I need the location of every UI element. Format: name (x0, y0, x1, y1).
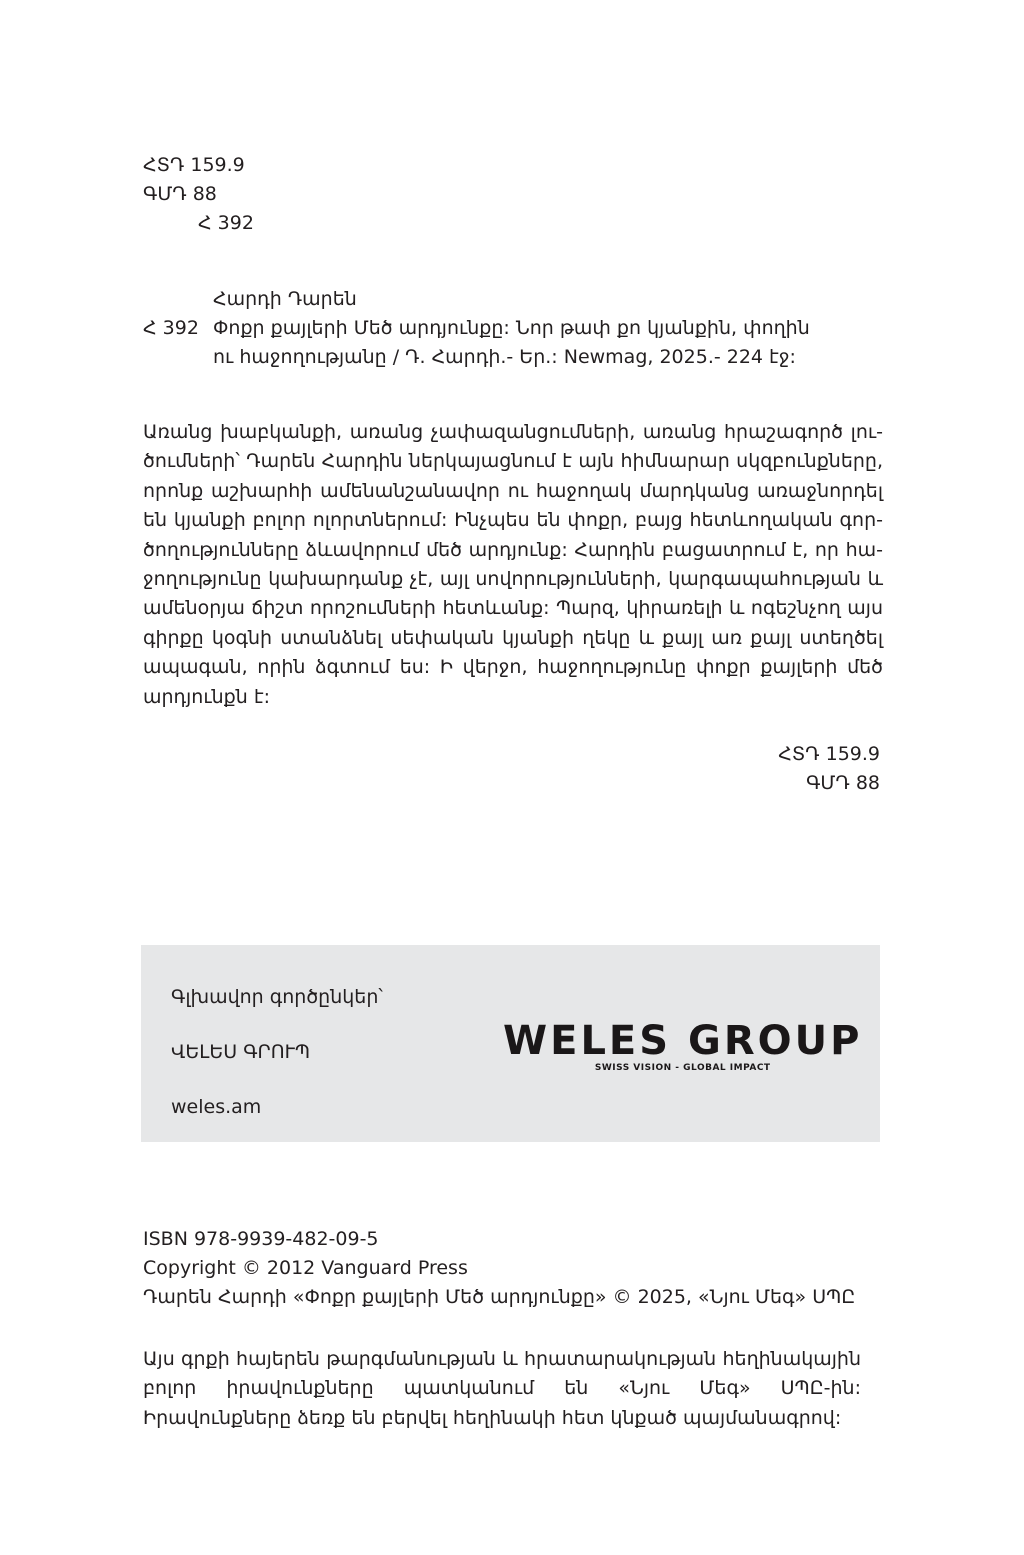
partner-label: Գլխավոր գործընկեր՝ (171, 986, 383, 1008)
isbn: ISBN 978-9939-482-09-5 (143, 1228, 379, 1250)
partner-box (141, 945, 880, 1142)
udc-code-bottom: ՀՏԴ 159.9 (778, 743, 880, 765)
imprint (143, 1225, 855, 1312)
rights-notice: Այս գրքի հայերեն թարգմանության և հրատարակության հեղինակային բոլոր իրավունքները պատկանում են «Նյու Մեգ» ՍՊԸ-ին: Իրավունքները ձեռք են բերվել հեղինակի հետ կնքած պայմանագրով: (143, 1348, 861, 1429)
copyright-translation: Դարեն Հարդի «Փոքր քայլերի Մեծ արդյունքը» © 2025, «Նյու Մեգ» ՍՊԸ (143, 1286, 856, 1308)
author-mark: Հ 392 (198, 212, 254, 234)
partner-name: ՎԵԼԵՍ ԳՐՈՒՊ (171, 1041, 311, 1063)
catalog-entry (143, 285, 883, 372)
catalog-title-line-1: Փոքր քայլերի Մեծ արդյունքը: Նոր թափ քո կյանքին, փողին (213, 317, 810, 339)
weles-group-logo (503, 1019, 862, 1074)
classification-codes-bottom (778, 740, 880, 798)
catalog-author: Հարդի Դարեն (213, 288, 357, 310)
partner-website: weles.am (171, 1096, 262, 1118)
bbk-code-bottom: ԳՄԴ 88 (806, 772, 880, 794)
classification-codes-top (143, 151, 254, 238)
logo-tagline: SWISS VISION - GLOBAL IMPACT (594, 1063, 771, 1073)
copyright-original: Copyright © 2012 Vanguard Press (143, 1257, 468, 1279)
catalog-title-line-2: ու հաջողությանը / Դ. Հարդի.- Եր.: Newmag, 2025.- 224 էջ: (213, 346, 796, 368)
udc-code: ՀՏԴ 159.9 (143, 154, 245, 176)
logo-wordmark: WELES GROUP (503, 1018, 863, 1064)
catalog-code: Հ 392 (143, 317, 199, 339)
bbk-code: ԳՄԴ 88 (143, 183, 217, 205)
book-annotation: Առանց խաբկանքի, առանց չափազանցումների, առանց հրաշագործ լուծումների՝ Դարեն Հարդին ներկայացնում է այն հիմնարար սկզբունքները, որոնք աշխարհի ամենանշանավոր ու հաջողակ մարդկանց առաջնորդել են կյանքի բոլոր ոլորտներում: Ինչպես են փոքր, բայց հետևողական գործողությունները ձևավորում մեծ արդյունք: Հարդին բացատրում է, որ հաջողությունը կախարդանք չէ, այլ սովորությունների, կարգապահության և ամենօրյա ճիշտ որոշումների հետևանք: Պարզ, կիրառելի և ոգեշնչող այս գիրքը կօգնի ստանձնել սեփական կյանքի ղեկը և քայլ առ քայլ ստեղծել ապագան, որին ձգտում ես: Ի վերջո, հաջողությունը փոքր քայլերի մեծ արդյունքն է: (143, 421, 883, 708)
